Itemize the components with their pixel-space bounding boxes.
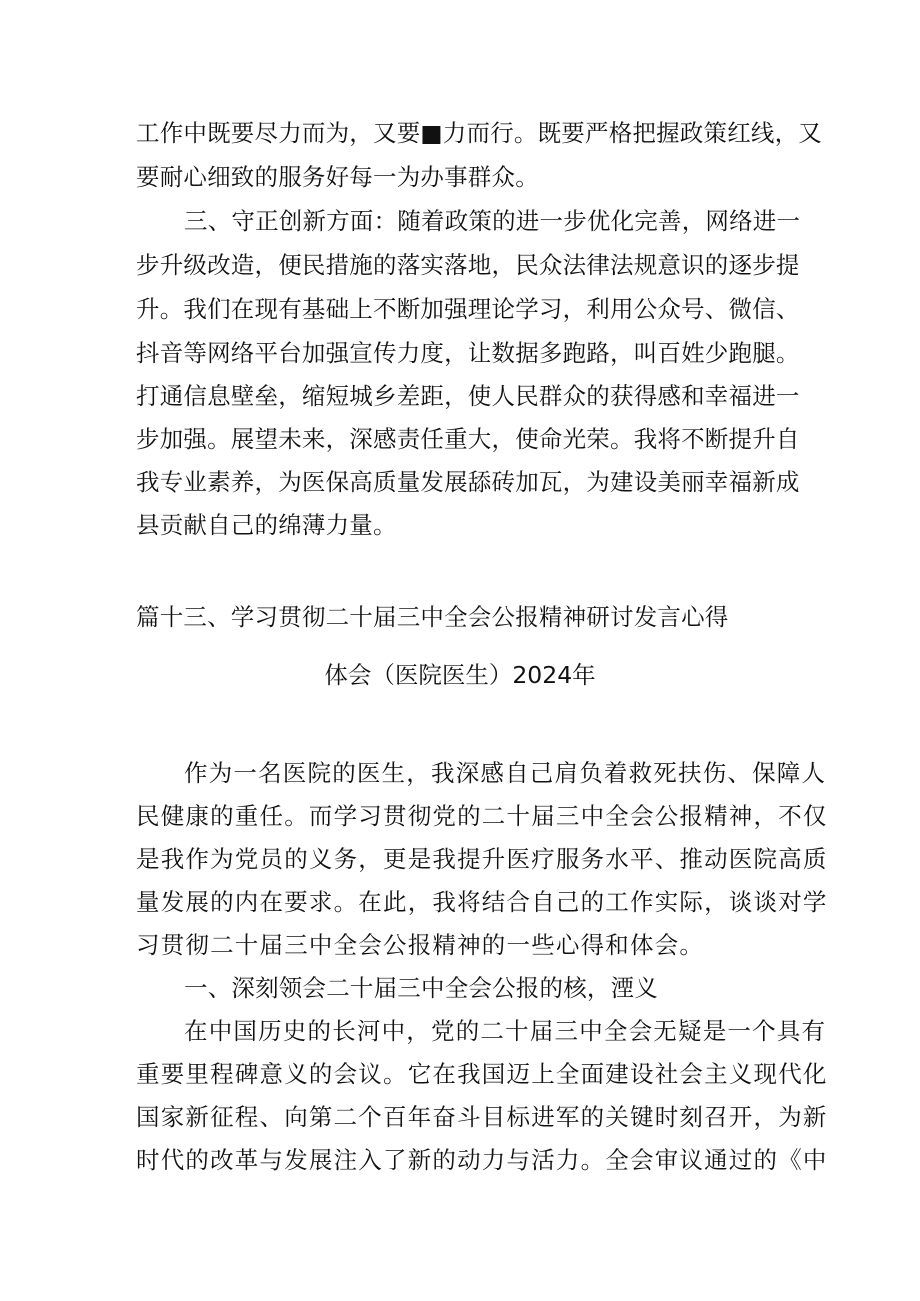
- text-line: 在中国历史的长河中，党的二十届三中全会无疑是一个具有: [184, 1017, 827, 1045]
- text-line: 要耐心细致的服务好每一为办事群众。: [136, 163, 539, 191]
- text-line: 我专业素养，为医保高质量发展舔砖加瓦，为建设美丽幸福新成: [136, 468, 800, 496]
- section-one-heading: 一、深刻领会二十届三中全会公报的核，湮义: [184, 974, 658, 1002]
- text-line: 打通信息壁垒，缩短城乡差距，使人民群众的获得感和幸福进一: [136, 382, 800, 410]
- text-line: 时代的改革与发展注入了新的动力与活力。全会审议通过的《中: [136, 1146, 828, 1174]
- text-line: 抖音等网络平台加强宣传力度，让数据多跑路，叫百姓少跑腿。: [136, 339, 800, 367]
- text-line: 重要里程碑意义的会议。它在我国迈上全面建设社会主义现代化: [136, 1060, 828, 1088]
- article-title-line-2: 体会（医院医生）2024年: [324, 661, 596, 689]
- text-line: 县贡献自己的绵薄力量。: [136, 511, 397, 539]
- text-line: 升。我们在现有基础上不断加强理论学习，利用公众号、微信、: [136, 295, 800, 323]
- text-line: 作为一名医院的医生，我深感自己肩负着救死扶伤、保障人: [184, 759, 827, 787]
- text-line: 民健康的重任。而学习贯彻党的二十届三中全会公报精神，不仅: [136, 802, 828, 830]
- text-line: 步加强。展望未来，深感责任重大，使命光荣。我将不断提升自: [136, 425, 800, 453]
- text-line: 步升级改造，便民措施的落实落地，民众法律法规意识的逐步提: [136, 251, 800, 279]
- text-line: 工作中既要尽力而为，又要■力而行。既要严格把握政策红线，又: [136, 119, 823, 147]
- text-line: 国家新征程、向第二个百年奋斗目标进军的关键时刻召开，为新: [136, 1103, 828, 1131]
- text-line: 量发展的内在要求。在此，我将结合自己的工作实际，谈谈对学: [136, 888, 828, 916]
- article-title-line-1: 篇十三、学习贯彻二十届三中全会公报精神研讨发言心得: [136, 603, 729, 631]
- text-line: 是我作为党员的义务，更是我提升医疗服务水平、推动医院高质: [136, 845, 828, 873]
- text-line: 习贯彻二十届三中全会公报精神的一些心得和体会。: [136, 931, 705, 959]
- section-three-heading-line: 三、守正创新方面：随着政策的进一步优化完善，网络进一: [184, 207, 801, 235]
